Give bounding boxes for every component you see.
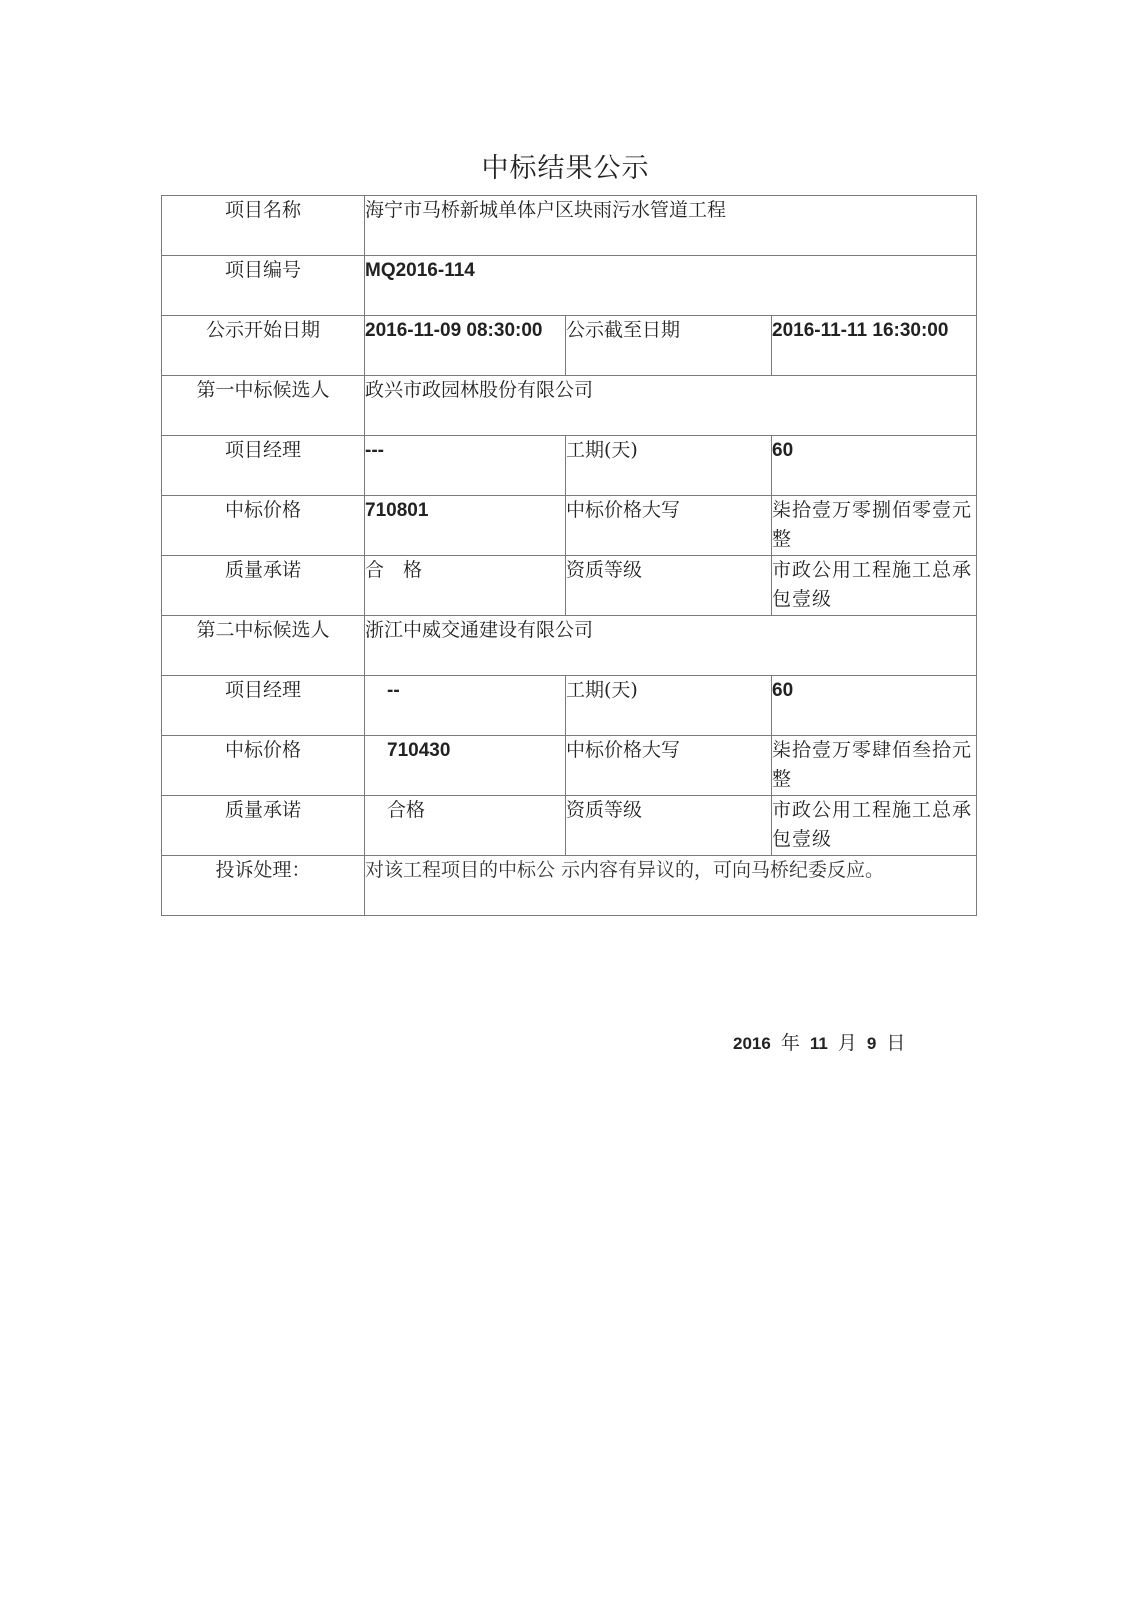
table-row-dates xyxy=(162,316,977,376)
candidate2-name: 浙江中威交通建设有限公司 xyxy=(365,616,977,676)
project-code-value: MQ2016-114 xyxy=(365,256,977,316)
table-row-candidate2-price xyxy=(162,736,977,796)
date-year: 2016 xyxy=(733,1034,771,1053)
candidate2-quality-value: 合格 xyxy=(365,796,566,856)
complaint-label: 投诉处理： xyxy=(162,856,365,916)
table-row-project-name xyxy=(162,196,977,256)
candidate2-label: 第二中标候选人 xyxy=(162,616,365,676)
candidate2-quality-label: 质量承诺 xyxy=(162,796,365,856)
project-code-label: 项目编号 xyxy=(162,256,365,316)
candidate2-price-label: 中标价格 xyxy=(162,736,365,796)
candidate1-quality-label: 质量承诺 xyxy=(162,556,365,616)
candidate1-qual-label: 资质等级 xyxy=(566,556,772,616)
candidate1-price-value: 710801 xyxy=(365,496,566,556)
candidate1-quality-value: 合 格 xyxy=(365,556,566,616)
date-year-unit: 年 xyxy=(780,1032,800,1054)
candidate2-manager-value: -- xyxy=(365,676,566,736)
candidate2-manager-label: 项目经理 xyxy=(162,676,365,736)
candidate1-price-cn-value: 柒拾壹万零捌佰零壹元整 xyxy=(772,496,977,556)
candidate2-price-cn-label: 中标价格大写 xyxy=(566,736,772,796)
end-date-label: 公示截至日期 xyxy=(566,316,772,376)
date-month: 11 xyxy=(809,1034,828,1053)
candidate2-qual-value: 市政公用工程施工总承包壹级 xyxy=(772,796,977,856)
date-day: 9 xyxy=(866,1034,877,1053)
table-row-candidate1-manager xyxy=(162,436,977,496)
table-row-candidate1-quality xyxy=(162,556,977,616)
candidate2-period-label: 工期(天) xyxy=(566,676,772,736)
table-row-complaint xyxy=(162,856,977,916)
project-name-label: 项目名称 xyxy=(162,196,365,256)
complaint-text: 对该工程项目的中标公 示内容有异议的，可向马桥纪委反应。 xyxy=(365,856,977,916)
candidate1-manager-label: 项目经理 xyxy=(162,436,365,496)
candidate2-price-value: 710430 xyxy=(365,736,566,796)
table-row-candidate1-price xyxy=(162,496,977,556)
candidate2-qual-label: 资质等级 xyxy=(566,796,772,856)
candidate1-price-cn-label: 中标价格大写 xyxy=(566,496,772,556)
issue-date xyxy=(733,1028,915,1055)
candidate2-period-value: 60 xyxy=(772,676,977,736)
candidate1-price-label: 中标价格 xyxy=(162,496,365,556)
start-date-label: 公示开始日期 xyxy=(162,316,365,376)
table-row-candidate2 xyxy=(162,616,977,676)
project-name-value: 海宁市马桥新城单体户区块雨污水管道工程 xyxy=(365,196,977,256)
date-month-unit: 月 xyxy=(837,1032,857,1054)
candidate1-qual-value: 市政公用工程施工总承包壹级 xyxy=(772,556,977,616)
candidate1-label: 第一中标候选人 xyxy=(162,376,365,436)
candidate1-manager-value: --- xyxy=(365,436,566,496)
candidate1-period-label: 工期(天) xyxy=(566,436,772,496)
table-row-candidate2-manager xyxy=(162,676,977,736)
bid-result-table xyxy=(161,195,977,916)
table-row-candidate2-quality xyxy=(162,796,977,856)
page-title: 中标结果公示 xyxy=(481,153,650,184)
candidate1-name: 政兴市政园林股份有限公司 xyxy=(365,376,977,436)
table-row-project-code xyxy=(162,256,977,316)
date-day-unit: 日 xyxy=(886,1032,906,1054)
candidate2-price-cn-value: 柒拾壹万零肆佰叁拾元整 xyxy=(772,736,977,796)
start-date-value: 2016-11-09 08:30:00 xyxy=(365,316,566,376)
end-date-value: 2016-11-11 16:30:00 xyxy=(772,316,977,376)
table-row-candidate1 xyxy=(162,376,977,436)
candidate1-period-value: 60 xyxy=(772,436,977,496)
